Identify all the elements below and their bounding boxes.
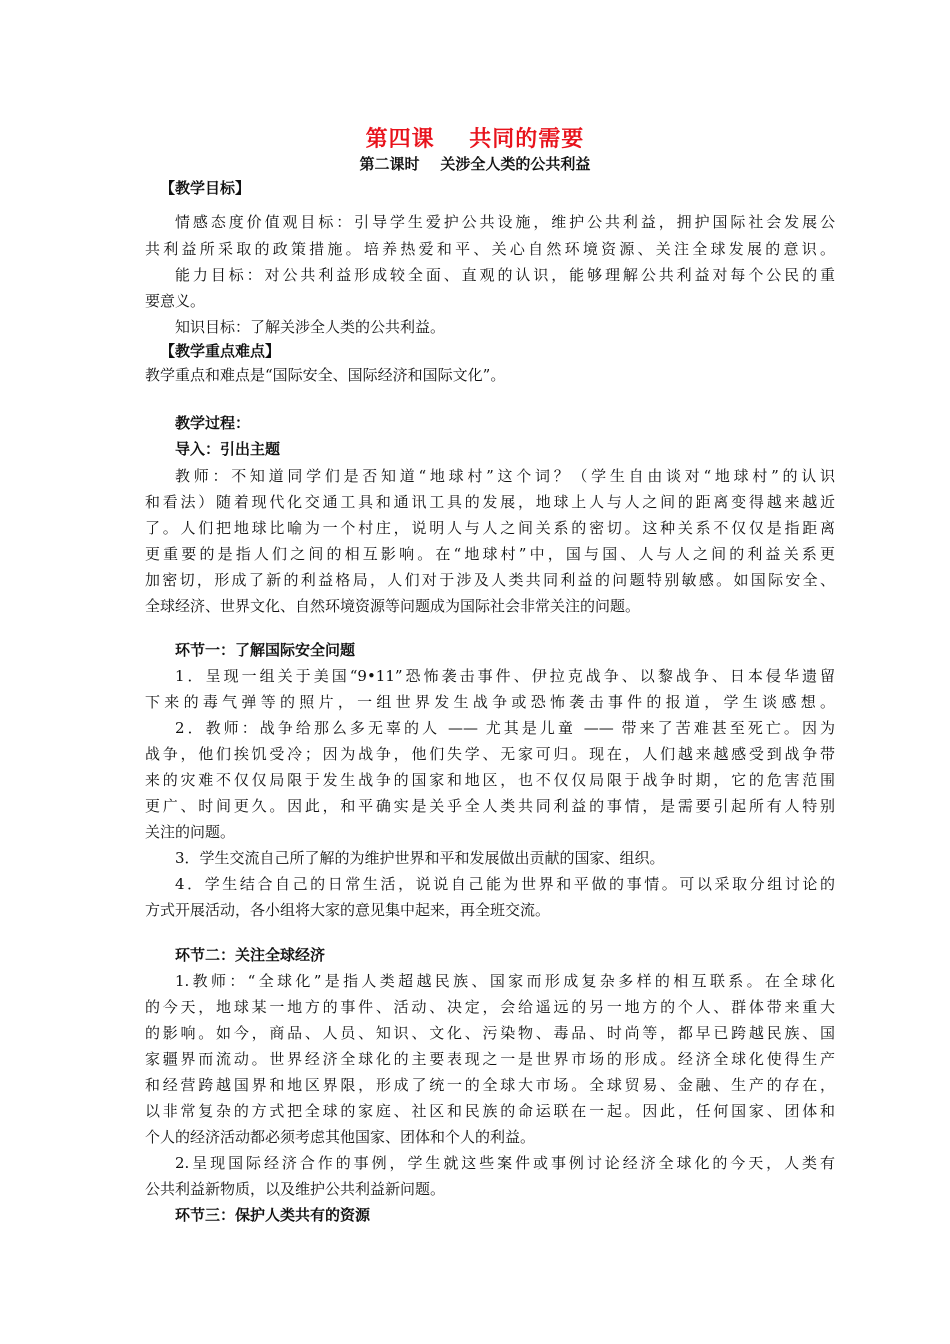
goals-heading: 【教学目标】 bbox=[160, 179, 251, 197]
goals-line: 知识目标：了解关涉全人类的公共利益。 bbox=[175, 318, 446, 336]
section2-line: 的影响。如今，商品、人员、知识、文化、污染物、毒品、时尚等，都早已跨越民族、国 bbox=[145, 1024, 835, 1042]
section2-heading: 环节二：关注全球经济 bbox=[175, 946, 326, 964]
goals-line: 要意义。 bbox=[145, 292, 206, 310]
section1-line: 关注的问题。 bbox=[145, 823, 236, 841]
section1-line: 3．学生交流自己所了解的为维护世界和平和发展做出贡献的国家、组织。 bbox=[175, 849, 665, 867]
goals-line: 能力目标：对公共利益形成较全面、直观的认识，能够理解公共利益对每个公民的重 bbox=[175, 266, 835, 284]
section1-line: 更广、时间更久。因此，和平确实是关乎全人类共同利益的事情，是需要引起所有人特别 bbox=[145, 797, 835, 815]
section1-line: 2．教师：战争给那么多无辜的人 —— 尤其是儿童 —— 带来了苦难甚至死亡。因为 bbox=[175, 719, 835, 737]
section2-line: 和经营跨越国界和地区界限，形成了统一的全球大市场。全球贸易、金融、生产的存在， bbox=[145, 1076, 835, 1094]
lesson-title: 第四课 共同的需要 bbox=[365, 127, 585, 152]
lesson-subtitle: 第二课时 关涉全人类的公共利益 bbox=[359, 155, 591, 173]
intro-line: 加密切，形成了新的利益格局，人们对于涉及人类共同利益的问题特别敏感。如国际安全、 bbox=[145, 571, 835, 589]
section1-line: 1．呈现一组关于美国“9•11”恐怖袭击事件、伊拉克战争、以黎战争、日本侵华遗留 bbox=[175, 667, 835, 685]
section2-line: 公共利益新物质，以及维护公共利益新问题。 bbox=[145, 1180, 446, 1198]
section2-line: 个人的经济活动都必须考虑其他国家、团体和个人的利益。 bbox=[145, 1128, 536, 1146]
intro-line: 教师：不知道同学们是否知道“地球村”这个词？（学生自由谈对“地球村”的认识 bbox=[175, 467, 835, 485]
intro-line: 全球经济、世界文化、自然环境资源等问题成为国际社会非常关注的问题。 bbox=[145, 597, 641, 615]
section2-line: 的今天，地球某一地方的事件、活动、决定，会给遥远的另一地方的个人、群体带来重大 bbox=[145, 998, 835, 1016]
intro-line: 和看法）随着现代化交通工具和通讯工具的发展，地球上人与人之间的距离变得越来越近 bbox=[145, 493, 835, 511]
section2-line: 1.教师：“全球化”是指人类超越民族、国家而形成复杂多样的相互联系。在全球化 bbox=[175, 972, 835, 990]
intro-line: 了。人们把地球比喻为一个村庄，说明人与人之间关系的密切。这种关系不仅仅是指距离 bbox=[145, 519, 835, 537]
section2-line: 以非常复杂的方式把全球的家庭、社区和民族的命运联在一起。因此，任何国家、团体和 bbox=[145, 1102, 835, 1120]
section1-line: 4．学生结合自己的日常生活，说说自己能为世界和平做的事情。可以采取分组讨论的 bbox=[175, 875, 835, 893]
intro-line: 更重要的是指人们之间的相互影响。在“地球村”中，国与国、人与人之间的利益关系更 bbox=[145, 545, 835, 563]
goals-line: 共利益所采取的政策措施。培养热爱和平、关心自然环境资源、关注全球发展的意识。 bbox=[145, 240, 835, 258]
goals-line: 情感态度价值观目标：引导学生爱护公共设施，维护公共利益，拥护国际社会发展公 bbox=[175, 213, 835, 231]
section3-heading: 环节三：保护人类共有的资源 bbox=[175, 1206, 371, 1224]
section2-line: 家疆界而流动。世界经济全球化的主要表现之一是世界市场的形成。经济全球化使得生产 bbox=[145, 1050, 835, 1068]
section1-line: 战争，他们挨饥受冷；因为战争，他们失学、无家可归。现在，人们越来越感受到战争带 bbox=[145, 745, 835, 763]
section1-line: 来的灾难不仅仅局限于发生战争的国家和地区，也不仅仅局限于战争时期，它的危害范围 bbox=[145, 771, 835, 789]
intro-heading: 导入：引出主题 bbox=[175, 440, 281, 458]
section2-line: 2.呈现国际经济合作的事例，学生就这些案件或事例讨论经济全球化的今天，人类有 bbox=[175, 1154, 835, 1172]
section1-line: 方式开展活动，各小组将大家的意见集中起来，再全班交流。 bbox=[145, 901, 551, 919]
section1-line: 下来的毒气弹等的照片，一组世界发生战争或恐怖袭击事件的报道，学生谈感想。 bbox=[145, 693, 835, 711]
keypoints-heading: 【教学重点难点】 bbox=[160, 342, 281, 360]
keypoints-text: 教学重点和难点是“国际安全、国际经济和国际文化”。 bbox=[145, 366, 506, 384]
section1-heading: 环节一：了解国际安全问题 bbox=[175, 641, 356, 659]
process-heading: 教学过程： bbox=[175, 414, 251, 432]
